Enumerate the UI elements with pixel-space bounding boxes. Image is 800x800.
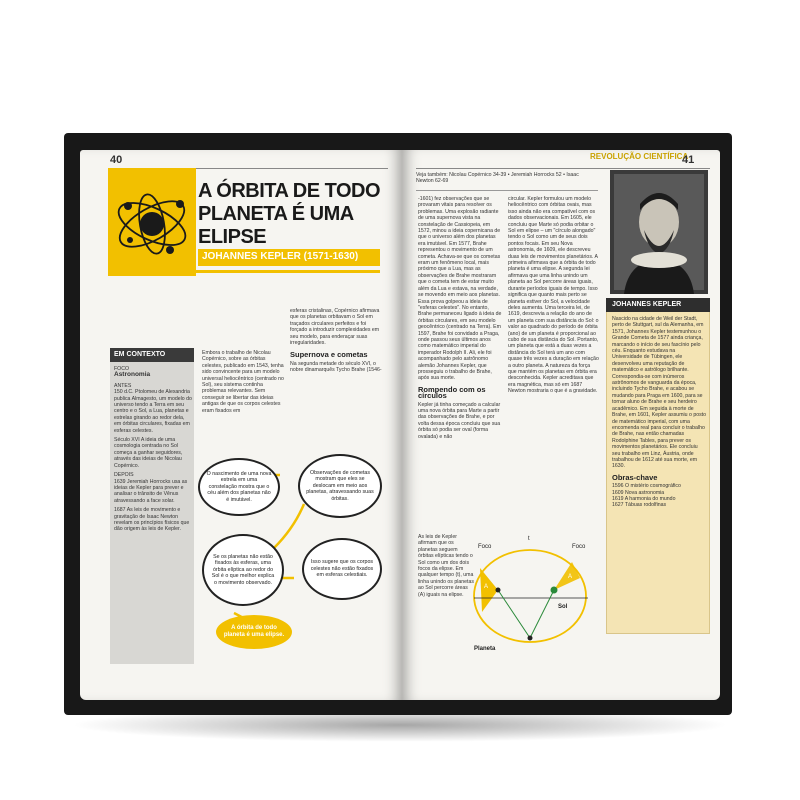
elliptical-orbit-diagram xyxy=(468,528,598,653)
obras-item: 1619 A harmonia do mundo xyxy=(612,495,676,502)
see-also-rule xyxy=(416,190,598,191)
diagram-caption: As leis de Kepler afirmam que os planetas seguem órbitas elípticas tendo o Sol como um dos dois focos da elipse. Em qualquer tempo (t), uma linha unindo os planetas ao Sol percorre áreas (A) iguais na elipse. xyxy=(418,534,474,598)
right-column-2: circular. Kepler formulou um modelo heliocêntrico com órbitas ovais, mas isso ainda não era compatível com os dados observacionais. Em 1605, ele concluiu que Marte só podia orbitar o Sol em elipse – um "círculo alongado" tendo o Sol como um de seus dois pontos focais. Em seu Nova astronomia, de 1609, ele descreveu duas leis de movimentos planetários. A primeira afirmava que a órbita de todo planeta é uma elipse. A segunda lei afirmava que uma linha unindo um planeta ao Sol percorre áreas iguais, durante períodos iguais de tempo. Isso significa que quanto mais perto se planeta estiver do Sol, a velocidade deles aumenta. Uma terceira lei, de 1619, descrevia a relação do ano de um planeta com sua distância do Sol: o valor ao quadrado do período de órbita (ano) de um planeta é proporcional ao cubo de sua distância do Sol. Portanto, um planeta que está a duas vezes a distância do Sol terá um ano com quase três vezes a duração em relação a outro planeta. A natureza da força que mantém os planetas em órbita era desconhecida. Kepler acreditava que era magnética, mas só em 1687 Newton mostraria o que é a gravidade. xyxy=(508,196,599,395)
obras-item: 1596 O mistério cosmográfico xyxy=(612,483,681,490)
flow-bubble-3: Se os planetas não estão fixados às esferas, uma órbita elíptica ao redor do Sol é o que melhor explica o movimento observado. xyxy=(202,534,284,606)
obras-item: 1627 Tábuas rodolfinas xyxy=(612,502,667,509)
right-page xyxy=(402,150,720,700)
yellow-rule xyxy=(108,270,380,273)
antes-item-1: 150 d.C. Ptolomeu de Alexandria publica Almagesto, um modelo do universo tendo a Terra em seu centro e o Sol, a Lua, planetas e estrelas girando ao redor dela, em órbitas circulares, fixadas em esferas celestes. xyxy=(114,389,192,434)
diagram-label-sol: Sol xyxy=(558,604,568,610)
diagram-label-t: t xyxy=(528,536,530,542)
page-number-right: 41 xyxy=(682,154,695,166)
bio-content xyxy=(612,316,706,509)
depois-item-2: 1687 As leis de movimento e gravitação de Isaac Newton revelam os princípios físicos que dão origem às leis de Kepler. xyxy=(114,507,190,533)
title-area xyxy=(198,180,380,284)
page-title: A ÓRBITA DE TODO PLANETA É UMA ELIPSE xyxy=(198,180,380,248)
conclusion-bubble: A órbita de todo planeta é uma elipse. xyxy=(216,615,292,649)
context-heading: EM CONTEXTO xyxy=(110,348,194,362)
see-also: Veja também: Nicolau Copérnico 34-39 • Jeremiah Horrocks 52 • Isaac Newton 62-69 xyxy=(416,172,579,185)
flow-bubble-4: Isso sugere que os corpos celestes não estão fixados em esferas celestiais. xyxy=(302,538,382,600)
bio-text: Nascido na cidade de Weil der Stadt, perto de Stuttgart, sul da Alemanha, em 1571, Johannes Kepler testemunhou o Grande Cometa de 1577 ainda criança, marcando o início de seu fascínio pelo céu. Enquanto estudava na Universidade de Tübingen, ele desenvolveu uma reputação de matemático e astrólogo brilhante. Correspondia-se com inúmeros astrônomos de vanguarda da época, incluindo Tycho Brahe, e acabou se mudando para Praga em 1600, para se tornar aluno de Brahe e seu herdeiro acadêmico. Em seguida à morte de Brahe, em 1601, Kepler assumiu o posto de matemático imperial, com uma encomenda real para concluir o trabalho de Brahe, nas então chamadas Rodolphine Tables, para prever os movimentos planetários. Ele concluiu seu trabalho em Linz, Áustria, onde trabalhou de 1612 até sua morte, em 1630. xyxy=(612,316,707,470)
context-content xyxy=(114,366,192,533)
right-column-1 xyxy=(418,196,504,440)
kepler-portrait xyxy=(610,170,708,294)
foco-value: Astronomia xyxy=(114,371,151,379)
running-title: REVOLUÇÃO CIENTÍFICA xyxy=(590,152,689,161)
header-rule-right xyxy=(416,168,710,169)
depois-label: DEPOIS xyxy=(114,472,134,479)
flow-bubble-2: Observações de cometas mostram que eles se deslocam em meio aos planetas, atravessando suas órbitas. xyxy=(298,454,382,518)
diagram-label-planeta: Planeta xyxy=(474,646,496,652)
body-column-1: Embora o trabalho de Nicolau Copérnico, sobre as órbitas celestes, publicado em 1543, tenha sido convincente para um modelo universal heliocêntrico (centrado no Sol), seu sistema continha problemas relevantes. Sem conseguir se libertar das ideias antigas de que os corpos celestes eram fixados em xyxy=(202,350,284,414)
antes-item-2: Século XVI A ideia de uma cosmologia centrada no Sol começa a ganhar seguidores, através das ideias de Nicolau Copérnico. xyxy=(114,437,183,469)
author-name: JOHANNES KEPLER (1571-1630) xyxy=(202,251,359,262)
atom-icon xyxy=(108,168,196,276)
section-text: Na segunda metade do século XVI, o nobre dinamarquês Tycho Brahe (1546- xyxy=(290,360,382,374)
flow-bubble-1: O nascimento de uma nova estrela em uma constelação mostra que o céu além dos planetas não é imutável. xyxy=(198,458,280,516)
bio-heading: JOHANNES KEPLER xyxy=(606,298,710,312)
diagram-label-a-2: A xyxy=(568,574,573,580)
obras-item: 1609 Nova astronomia xyxy=(612,489,665,496)
antes-label: ANTES xyxy=(114,382,132,389)
right-column-1-text: -1601) fez observações que se provaram vitais para resolver os problemas. Uma explosão radiante de uma supernova vista na constelação de Cassiopeia, em 1572, minou a ideia copernicana de que o universo além dos planetas era imutável. Em 1577, Brahe representou o movimento de um cometa. Achava-se que os cometas eram um fenômeno local, mais próximo que a Lua, mas as observações de Brahe mostraram que o cometa tem de estar muito além da Lua e estava, na verdade, se movendo em meio aos planetas. Essa prova golpeou a ideia de "esferas celestes". No entanto, Brahe permaneceu ligado à ideia de órbitas circulares, em seu modelo geocêntrico (centrado na Terra). Em 1597, Brahe foi convidado a Praga, onde passou seus últimos anos como matemático imperial do imperador Rodolph II. Ali, ele foi acompanhado pelo astrônomo alemão Johannes Kepler, que prosseguiu o trabalho de Brahe, após sua morte. xyxy=(418,196,502,382)
depois-item-1: 1639 Jeremiah Horrocks usa as ideias de Kepler para prever e analisar o trânsito de Vênus atravessando a face solar. xyxy=(114,478,188,504)
foco-label: FOCO xyxy=(114,366,129,372)
obras-heading: Obras-chave xyxy=(612,472,658,482)
body-column-2 xyxy=(290,308,382,374)
diagram-label-a-1: A xyxy=(484,584,489,590)
diagram-label-foco-2: Foco xyxy=(572,544,586,550)
section-heading: Supernova e cometas xyxy=(290,350,368,360)
body-column-2-text: esferas cristalinas, Copérnico afirmava que os planetas orbitavam o Sol em traçados circulares perfeitos e foi forçado a introduzir complexidades em seu modelo, para enderaçar suas irregularidades. xyxy=(290,308,380,347)
page-number-left: 40 xyxy=(110,154,123,166)
diagram-label-foco-1: Foco xyxy=(478,544,492,550)
obras-list xyxy=(612,483,706,509)
left-page xyxy=(80,150,402,700)
rompendo-heading: Rompendo com os círculos xyxy=(418,384,486,401)
rompendo-text: Kepler já tinha começado a calcular uma nova órbita para Marte a partir das observações de Brahe, e por volta dessa época concluiu que sua órbita só podia ser oval (forma ovalada) e não xyxy=(418,401,501,440)
